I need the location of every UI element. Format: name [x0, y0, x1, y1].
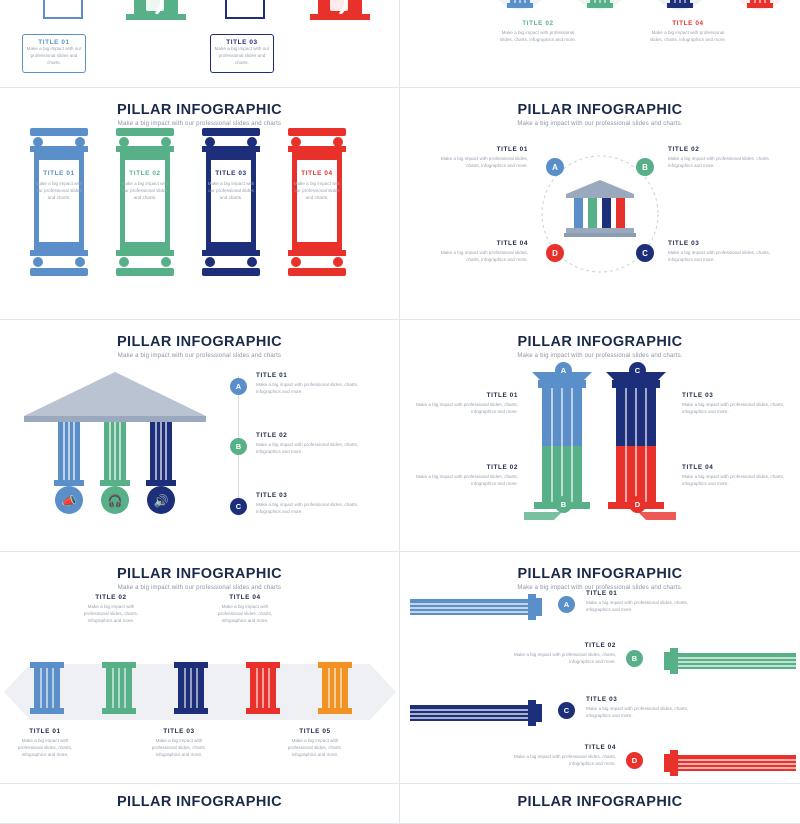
badge-d[interactable] — [629, 496, 646, 513]
slide-title: PILLAR INFOGRAPHIC — [517, 102, 683, 118]
slide-subtitle: Make a big impact with our professional slides and charts — [117, 353, 282, 359]
badge-b[interactable] — [230, 438, 247, 455]
badge-c[interactable] — [558, 702, 575, 719]
pillar-icon-2 — [116, 0, 196, 34]
temple-graphic — [20, 368, 210, 518]
item-title-03: TITLE 03 — [586, 696, 618, 703]
badge-a[interactable] — [555, 362, 572, 379]
badge-letter: A — [563, 600, 570, 609]
badge-a[interactable] — [230, 378, 247, 395]
item-title-01: TITLE 01 — [256, 372, 288, 379]
item-body-03: Make a big impact with professional slides, charts, infographics and more. — [586, 706, 689, 718]
svg-text:🔊: 🔊 — [153, 494, 169, 508]
item-body-03: Make a big impact with professional slides, charts, infographics and more. — [668, 250, 771, 262]
card-title: TITLE 03 — [215, 170, 247, 177]
badge-letter: B — [235, 442, 242, 451]
pillar-circle-3 — [652, 0, 708, 10]
card-body: Make a big impact with our professional slides and charts. — [207, 181, 255, 200]
item-title-02: TITLE 02 — [668, 146, 700, 153]
slide-pillar-cards[interactable] — [0, 88, 400, 320]
svg-text:🎧: 🎧 — [107, 494, 123, 508]
badge-letter: B — [560, 500, 567, 509]
card-title: TITLE 01 — [43, 170, 75, 177]
card-body: Make a big impact with our professional slides and charts. — [35, 181, 83, 200]
item-body-02: Make a big impact with professional slides, charts, infographics and more. — [83, 604, 139, 623]
item-body-01: Make a big impact with professional slides, charts, infographics and more. — [256, 382, 359, 394]
item-body-04: Make a big impact with professional slides, charts, infographics and more. — [649, 30, 727, 42]
item-body-04: Make a big impact with professional slides, charts, infographics and more. — [682, 474, 785, 486]
item-title-02: TITLE 02 — [522, 20, 554, 27]
slide-subtitle: Make a big impact with our professional slides and charts — [117, 121, 282, 127]
badge-b[interactable] — [636, 158, 654, 176]
pillar-graphic-3 — [196, 128, 266, 278]
badge-a[interactable] — [546, 158, 564, 176]
slide-title: PILLAR INFOGRAPHIC — [116, 794, 283, 810]
slide-title: PILLAR INFOGRAPHIC — [517, 566, 683, 582]
pillar-icon-3 — [208, 0, 282, 20]
slide-title: PILLAR INFOGRAPHIC — [517, 794, 683, 810]
pillar-card-2[interactable] — [110, 128, 180, 202]
badge-b[interactable] — [555, 496, 572, 513]
item-title-03: TITLE 03 — [668, 240, 700, 247]
item-title-03: TITLE 03 — [256, 492, 288, 499]
item-title-02: TITLE 02 — [95, 594, 127, 601]
card-title: TITLE 03 — [226, 39, 258, 46]
card-title: TITLE 01 — [38, 39, 70, 46]
badge-c[interactable] — [230, 498, 247, 515]
item-body-02: Make a big impact with professional slides, charts, infographics and more. — [499, 30, 577, 42]
item-title-01: TITLE 01 — [486, 392, 518, 399]
item-title-02: TITLE 02 — [584, 642, 616, 649]
info-card-3[interactable] — [210, 34, 274, 73]
card-title: TITLE 02 — [129, 170, 161, 177]
item-title-04: TITLE 04 — [584, 744, 616, 751]
five-pillars-graphic — [22, 654, 382, 724]
temple-icon — [564, 180, 636, 240]
item-title-04: TITLE 04 — [496, 240, 528, 247]
slide-r1-left[interactable] — [0, 0, 400, 88]
item-title-02: TITLE 02 — [256, 432, 288, 439]
pillar-card-3[interactable] — [196, 128, 266, 202]
badge-c[interactable] — [636, 244, 654, 262]
item-body-05: Make a big impact with professional slides, charts, infographics and more. — [287, 738, 343, 757]
item-title-03: TITLE 03 — [163, 728, 195, 735]
item-title-05: TITLE 05 — [299, 728, 331, 735]
pillar-horizontal-3 — [410, 700, 550, 726]
badge-letter: A — [552, 162, 558, 172]
pillar-circle-2 — [572, 0, 628, 10]
badge-letter: D — [552, 248, 558, 258]
item-body-02: Make a big impact with professional slides, charts, infographics and more. — [513, 652, 616, 664]
item-title-03: TITLE 03 — [682, 392, 714, 399]
badge-letter: A — [235, 382, 242, 391]
info-card-1[interactable] — [22, 34, 86, 73]
slide-temple-circle[interactable] — [400, 88, 800, 320]
slide-subtitle: Make a big impact with our professional slides and charts. — [517, 353, 683, 359]
card-body: Make a big impact with our professional slides and charts. — [293, 181, 341, 200]
slide-five-arrow[interactable] — [0, 552, 400, 784]
twin-pillars-graphic — [524, 362, 676, 532]
item-body-03: Make a big impact with professional slides, charts, infographics and more. — [682, 402, 785, 414]
card-title: TITLE 04 — [301, 170, 333, 177]
item-body-04: Make a big impact with professional slides, charts, infographics and more. — [440, 250, 528, 262]
pillar-card-4[interactable] — [282, 128, 352, 202]
pillar-graphic-1 — [24, 128, 94, 278]
badge-d[interactable] — [546, 244, 564, 262]
card-body: Make a big impact with our professional slides and charts. — [121, 181, 169, 200]
svg-text:📣: 📣 — [61, 494, 77, 508]
slide-r1-right[interactable] — [400, 0, 800, 88]
slide-r5-left[interactable] — [0, 784, 400, 824]
item-body-03: Make a big impact with professional slides, charts, infographics and more. — [256, 502, 359, 514]
slide-subtitle: Make a big impact with our professional slides and charts — [117, 585, 282, 591]
pillar-graphic-4 — [282, 128, 352, 278]
slide-title: PILLAR INFOGRAPHIC — [116, 102, 283, 118]
item-body-02: Make a big impact with professional slides, charts, infographics and more. — [256, 442, 359, 454]
slide-subtitle: Make a big impact with our professional slides and charts. — [517, 121, 683, 127]
item-title-01: TITLE 01 — [29, 728, 61, 735]
item-title-04: TITLE 04 — [672, 20, 704, 27]
item-title-04: TITLE 04 — [682, 464, 714, 471]
pillar-horizontal-2 — [656, 648, 796, 674]
badge-letter: C — [563, 706, 570, 715]
badge-c[interactable] — [629, 362, 646, 379]
pillar-icon-1 — [26, 0, 100, 20]
item-title-02: TITLE 02 — [486, 464, 518, 471]
slide-title: PILLAR INFOGRAPHIC — [116, 334, 283, 350]
slide-title: PILLAR INFOGRAPHIC — [517, 334, 683, 350]
item-body-02: Make a big impact with professional slides, charts, infographics and more. — [668, 156, 771, 168]
slide-title: PILLAR INFOGRAPHIC — [116, 566, 283, 582]
pillar-icon-4 — [300, 0, 380, 34]
item-body-03: Make a big impact with professional slides, charts, infographics and more. — [151, 738, 207, 757]
item-body-01: Make a big impact with professional slides, charts, infographics and more. — [440, 156, 528, 168]
item-body-01: Make a big impact with professional slides, charts, infographics and more. — [17, 738, 73, 757]
badge-b[interactable] — [626, 650, 643, 667]
item-body-04: Make a big impact with professional slides, charts, infographics and more. — [217, 604, 273, 623]
badge-a[interactable] — [558, 596, 575, 613]
badge-letter: D — [631, 756, 638, 765]
badge-letter: C — [634, 366, 641, 375]
badge-letter: D — [634, 500, 641, 509]
badge-letter: B — [642, 162, 648, 172]
badge-d[interactable] — [626, 752, 643, 769]
card-body: Make a big impact with our professional slides and charts. — [214, 46, 270, 65]
pillar-horizontal-1 — [410, 594, 550, 620]
pillar-card-1[interactable] — [24, 128, 94, 202]
slide-temple-list[interactable] — [0, 320, 400, 552]
item-body-01: Make a big impact with professional slides, charts, infographics and more. — [415, 402, 518, 414]
pillar-graphic-2 — [110, 128, 180, 278]
item-body-04: Make a big impact with professional slides, charts, infographics and more. — [513, 754, 616, 766]
slide-two-columns-four[interactable] — [400, 320, 800, 552]
slide-horizontal-pillars[interactable] — [400, 552, 800, 784]
slide-r5-right[interactable] — [400, 784, 800, 824]
item-title-04: TITLE 04 — [229, 594, 261, 601]
badge-letter: B — [631, 654, 638, 663]
badge-letter: A — [560, 366, 567, 375]
pillar-horizontal-4 — [656, 750, 796, 776]
item-title-01: TITLE 01 — [586, 590, 618, 597]
card-body: Make a big impact with our professional slides and charts. — [26, 46, 82, 65]
pillar-circle-1 — [492, 0, 548, 10]
item-body-02: Make a big impact with professional slides, charts, infographics and more. — [415, 474, 518, 486]
badge-letter: C — [642, 248, 648, 258]
item-body-01: Make a big impact with professional slides, charts, infographics and more. — [586, 600, 689, 612]
item-title-01: TITLE 01 — [496, 146, 528, 153]
slide-subtitle: Make a big impact with our professional slides and charts. — [517, 585, 683, 591]
pillar-circle-4 — [732, 0, 788, 10]
badge-letter: C — [235, 502, 242, 511]
